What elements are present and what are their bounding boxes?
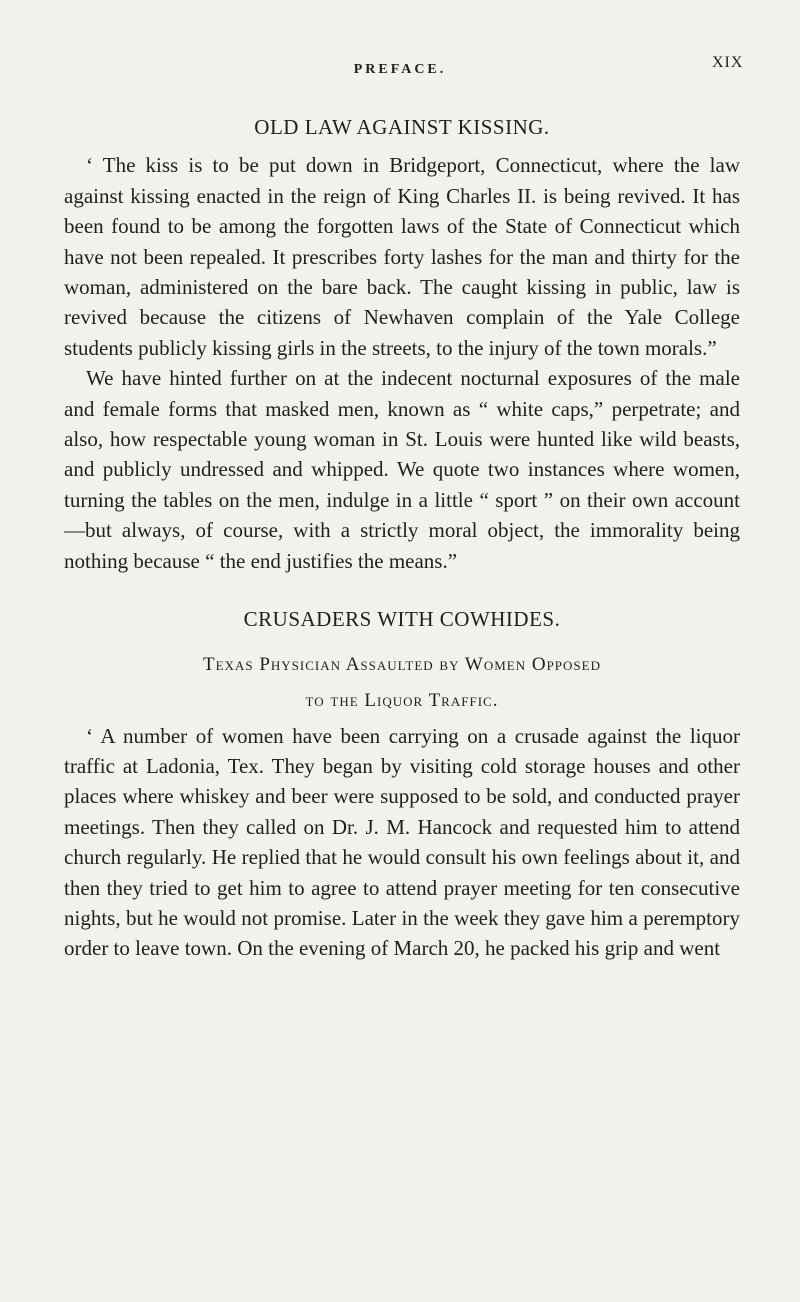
paragraph-white-caps: We have hinted further on at the indecent nocturnal exposures of the male and female forms that masked men, known as “ white caps,” perpetrate; and also, how respectable young woman in St. Louis were hunted like wild beasts, and publicly undressed and whipped. We quote two instances where women, turning the tables on the men, indulge in a little “ sport ” on their own account—but always, of course, with a strictly moral object, the immorality being nothing because “ the end justifies the means.” bbox=[64, 366, 740, 573]
subheading-line-2: to the Liquor Traffic. bbox=[305, 689, 499, 711]
body-text bbox=[64, 112, 740, 964]
running-title: PREFACE. bbox=[353, 62, 447, 77]
paragraph-kiss-law: ‘ The kiss is to be put down in Bridgeport, Connecticut, where the law against kissing enacted in the reign of King Charles II. is being revived. It has been found to be among the forgotten laws of the State of Connecticut which have not been repealed. It prescribes forty lashes for the man and thirty for the woman, administered on the bare back. The caught kissing in public, law is revived because the citizens of Newhaven complain of the Yale College students publicly kissing girls in the streets, to the injury of the town morals.” bbox=[64, 153, 740, 360]
running-head bbox=[0, 54, 800, 86]
section-heading-old-law: OLD LAW AGAINST KISSING. bbox=[254, 115, 550, 139]
subheading-line-1: Texas Physician Assaulted by Women Opposed bbox=[203, 653, 601, 675]
paragraph-ladonia-crusade: ‘ A number of women have been carrying on a crusade against the liquor traffic at Ladonia, Tex. They began by visiting cold storage houses and other places where whiskey and beer were supposed to be sold, and conducted prayer meetings. Then they called on Dr. J. M. Hancock and requested him to attend church regularly. He replied that he would consult his own feelings about it, and then they tried to get him to agree to attend prayer meeting for ten consecutive nights, but he would not promise. Later in the week they gave him a peremptory order to leave town. On the evening of March 20, he packed his grip and went bbox=[64, 723, 740, 961]
section-heading-crusaders: CRUSADERS WITH COWHIDES. bbox=[243, 607, 561, 632]
page-number: XIX bbox=[712, 54, 744, 71]
